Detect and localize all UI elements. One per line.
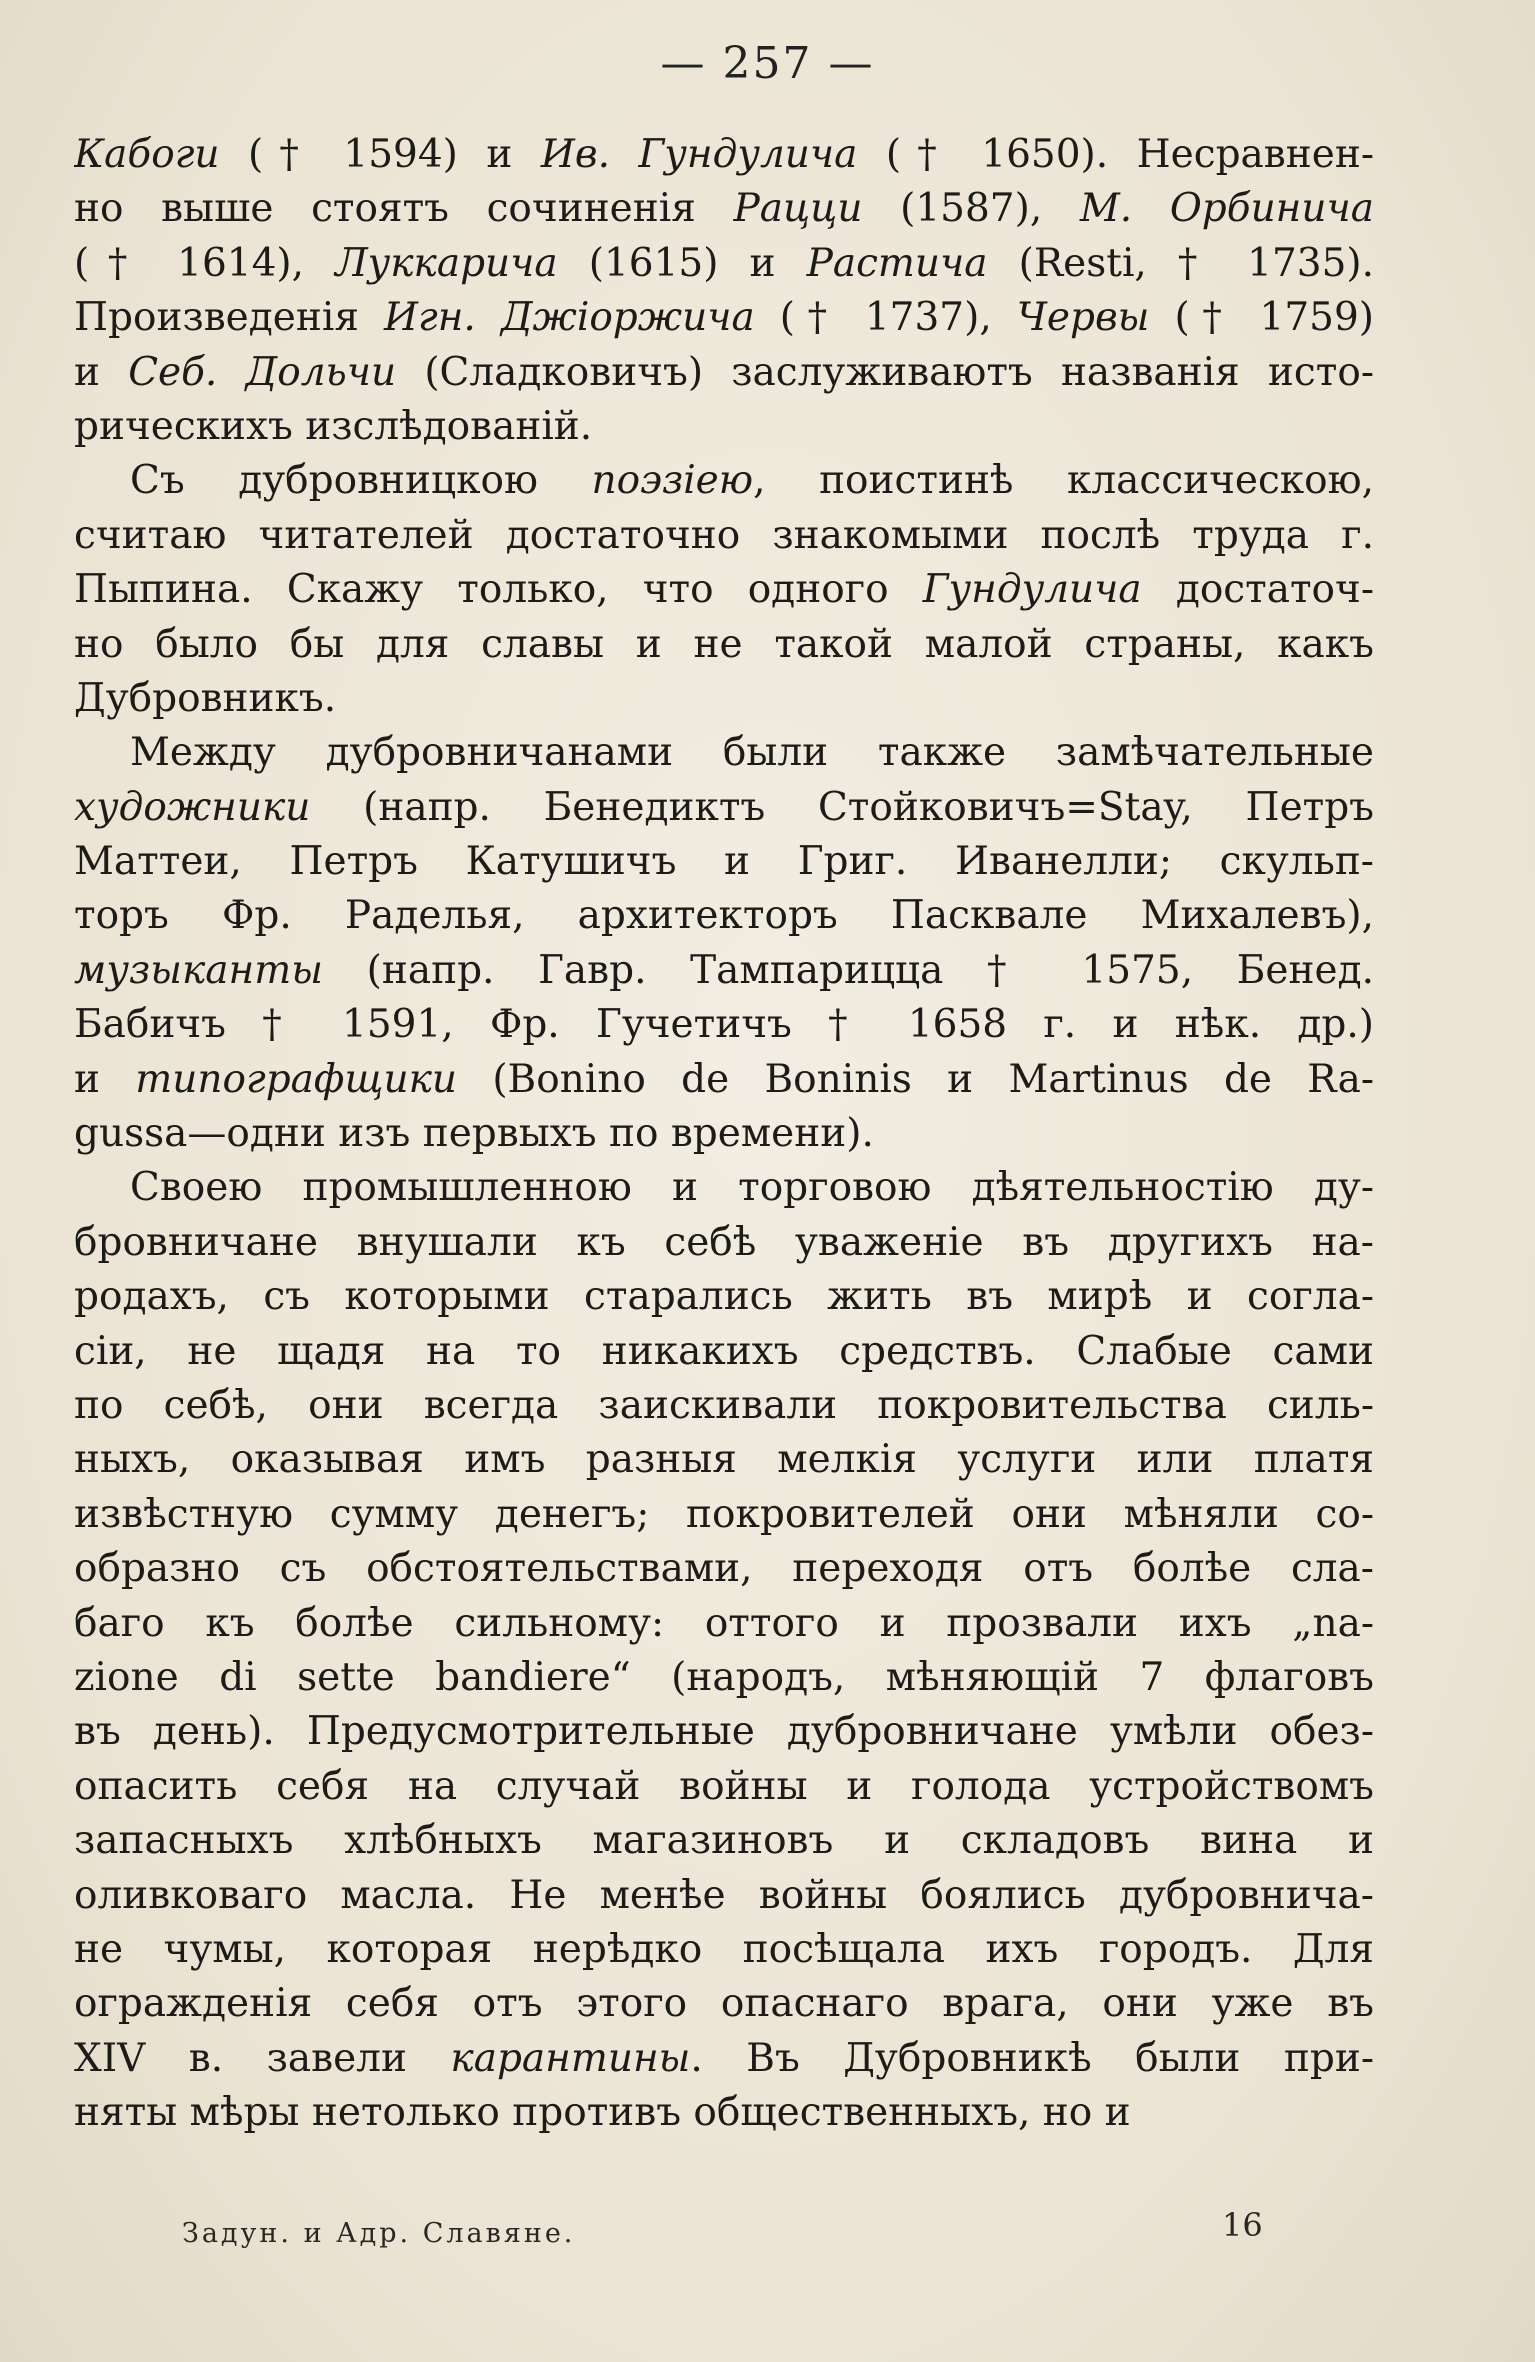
text-run: Съ дубровницкою [130, 458, 592, 504]
text-run: († 1759) [1149, 295, 1374, 341]
italic-name: Игн. Джіоржича [383, 295, 755, 341]
italic-name: Гундулича [922, 567, 1142, 613]
text-run: Маттеи, Петръ Катушичъ и Григ. Иванелли; скульп- [74, 839, 1374, 885]
text-run: но было бы для славы и не такой малой страны, какъ [74, 621, 1374, 667]
text-line [74, 291, 1374, 345]
italic-name: художники [74, 784, 311, 830]
text-run: но выше стоятъ сочиненія [74, 186, 734, 232]
text-line [74, 1488, 1374, 1542]
text-line [74, 726, 1374, 780]
italic-name: поэзіею [591, 458, 754, 504]
text-line [74, 2032, 1374, 2086]
text-line [74, 835, 1374, 889]
text-run: огражденія себя отъ этого опаснаго врага, они уже въ [74, 1981, 1374, 2027]
text-run: , поистинѣ классическою, [753, 458, 1374, 504]
text-run: (напр. Гавр. Тампарицца † 1575, Бенед. [322, 947, 1374, 993]
text-run: по себѣ, они всегда заискивали покровительства силь- [74, 1382, 1374, 1428]
text-run: считаю читателей достаточно знакомыми послѣ труда г. [74, 512, 1374, 558]
sheet-number: 16 [1222, 2206, 1263, 2244]
text-run: (Resti, † 1735). [987, 240, 1374, 286]
text-run: († 1594) и [219, 132, 541, 177]
text-line [74, 1651, 1374, 1705]
text-line [74, 781, 1374, 835]
text-line [74, 1325, 1374, 1379]
text-line [74, 563, 1374, 617]
text-line [74, 237, 1374, 291]
text-run: Произведенія [74, 295, 384, 341]
text-line [74, 1705, 1374, 1759]
signature-mark: Задун. и Адр. Славяне. [182, 2218, 576, 2249]
text-line [74, 1760, 1374, 1814]
italic-name: Луккарича [335, 240, 558, 286]
text-run: ныхъ, оказывая имъ разныя мелкія услуги или платя [74, 1437, 1374, 1483]
text-run: († 1614), [74, 240, 336, 286]
text-run: торъ Фр. Раделья, архитекторъ Пасквале Михалевъ), [74, 893, 1374, 939]
text-run: бровничане внушали къ себѣ уваженіе въ другихъ на- [74, 1219, 1374, 1265]
text-line [74, 182, 1374, 236]
text-run: родахъ, съ которыми старались жить въ мирѣ и согла- [74, 1274, 1374, 1320]
text-run: Пыпина. Скажу только, что одного [74, 567, 923, 613]
text-run: Своею промышленною и торговою дѣятельностію ду- [130, 1165, 1374, 1211]
text-line [74, 618, 1374, 672]
text-run: и [74, 1056, 136, 1102]
text-line [74, 1216, 1374, 1270]
text-run: (Сладковичъ) заслуживаютъ названія исто- [396, 349, 1374, 395]
text-run: образно съ обстоятельствами, переходя отъ болѣе сла- [74, 1546, 1374, 1592]
text-run: (1587), [862, 186, 1080, 232]
text-line [74, 509, 1374, 563]
text-line [74, 346, 1374, 400]
text-line [74, 1814, 1374, 1868]
text-line [74, 1379, 1374, 1433]
text-run: рическихъ изслѣдованій. [74, 403, 593, 449]
text-run: и [74, 349, 129, 395]
text-line [74, 672, 1374, 726]
text-line [74, 944, 1374, 998]
text-run: сіи, не щадя на то никакихъ средствъ. Слабые сами [74, 1328, 1374, 1374]
text-run: († 1737), [754, 295, 1017, 341]
text-run: . Въ Дубровникѣ были при- [690, 2035, 1374, 2081]
text-line [74, 400, 1374, 454]
italic-name: Растича [806, 240, 988, 286]
text-line [74, 1597, 1374, 1651]
text-run: († 1650). Несравнен- [857, 132, 1374, 177]
italic-name: Рацци [733, 186, 863, 232]
italic-name: карантины [450, 2035, 691, 2081]
text-run: извѣстную сумму денегъ; покровителей они мѣняли со- [74, 1491, 1374, 1537]
text-run: баго къ болѣе сильному: оттого и прозвали ихъ „na- [74, 1600, 1374, 1646]
text-line [74, 128, 1374, 182]
text-line [74, 889, 1374, 943]
text-line [74, 1161, 1374, 1215]
italic-name: Кабоги [74, 132, 220, 177]
text-run: gussa—одни изъ первыхъ по времени). [74, 1111, 874, 1157]
text-line [74, 1270, 1374, 1324]
text-run: Между дубровничанами были также замѣчательные [130, 730, 1374, 776]
text-run: Бабичъ † 1591, Фр. Гучетичъ † 1658 г. и нѣк. др.) [74, 1002, 1374, 1048]
text-run: не чумы, которая нерѣдко посѣщала ихъ городъ. Для [74, 1926, 1374, 1972]
text-line [74, 1053, 1374, 1107]
text-run: XIV в. завели [74, 2035, 451, 2081]
text-run: няты мѣры нетолько противъ общественныхъ, но и [74, 2090, 1131, 2136]
main-text [74, 128, 1374, 2140]
text-run: запасныхъ хлѣбныхъ магазиновъ и складовъ вина и [74, 1818, 1374, 1864]
text-run: (1615) и [557, 240, 807, 286]
text-line [74, 1869, 1374, 1923]
text-run: (Bonino de Boninis и Martinus de Ra- [457, 1056, 1374, 1102]
text-run: (напр. Бенедиктъ Стойковичъ=Stay, Петръ [310, 784, 1374, 830]
italic-name: Себ. Дольчи [128, 349, 397, 395]
text-line [74, 1107, 1374, 1161]
text-line [74, 1977, 1374, 2031]
italic-name: музыканты [74, 947, 323, 993]
text-line [74, 998, 1374, 1052]
text-run: Дубровникъ. [74, 675, 337, 721]
text-line [74, 1433, 1374, 1487]
text-run: zione di sette bandiere“ (народъ, мѣняющій 7 флаговъ [74, 1654, 1374, 1700]
italic-name: типографщики [135, 1056, 458, 1102]
text-line [74, 1542, 1374, 1596]
text-line [74, 1923, 1374, 1977]
text-run: въ день). Предусмотрительные дубровничане умѣли обез- [74, 1709, 1374, 1755]
italic-name: Червы [1016, 295, 1150, 341]
italic-name: М. Орбинича [1079, 186, 1374, 232]
text-run: достаточ- [1141, 567, 1374, 613]
text-run: опасить себя на случай войны и голода устройствомъ [74, 1763, 1374, 1809]
text-line [74, 2086, 1374, 2140]
text-line [74, 454, 1374, 508]
page-number: — 257 — [660, 38, 875, 89]
italic-name: Ив. Гундулича [540, 132, 858, 177]
text-run: оливковаго масла. Не менѣе войны боялись дубровнича- [74, 1872, 1374, 1918]
